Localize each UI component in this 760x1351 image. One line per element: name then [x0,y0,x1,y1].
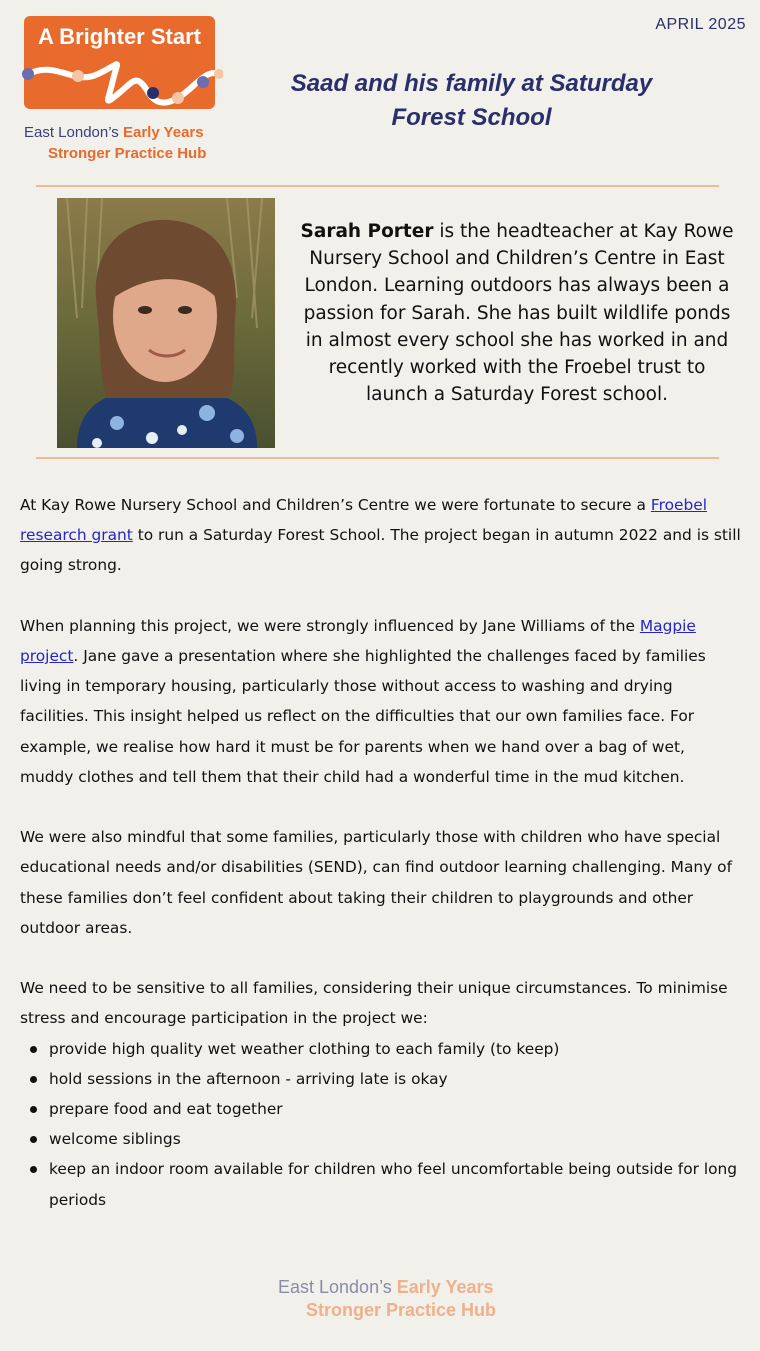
paragraph-magpie: When planning this project, we were strongly influenced by Jane Williams of the Magpie project. Jane gave a presentation where she highlighted the challenges faced by families living in temporary housing, particularly those without access to washing and drying facilities. This insight helped us reflect on the difficulties that our own families face. For example, we realise how hard it must be for parents when we hand over a bag of wet, muddy clothes and tell them that their child had a wonderful time in the mud kitchen. [20,616,706,786]
page-title: Saad and his family at Saturday Forest School [290,70,653,131]
date: APRIL 2025 [655,16,746,33]
magpie-project-link[interactable]: Magpie project [20,616,696,665]
paragraph-send: We were also mindful that some families, particularly those with children who have special educational needs and/or disabilities (SEND), can find outdoor learning challenging. Many of these families don’t feel confident about taking their children to playgrounds and other outdoor areas. [20,828,732,937]
list-item: prepare food and eat together [20,1094,742,1124]
hub-name: East London’s Early Years [24,124,204,141]
list-item: welcome siblings [20,1124,742,1154]
profile-name: Sarah Porter [300,221,434,242]
footer-hub-subtitle: Stronger Practice Hub [306,1300,497,1320]
list-item: provide high quality wet weather clothing to each family (to keep) [20,1034,742,1064]
divider-bottom [36,457,719,459]
hub-subtitle: Stronger Practice Hub [48,145,207,162]
froebel-grant-link[interactable]: Froebel research grant [20,496,707,545]
footer-hub-name: East London’s Early Years [278,1277,494,1297]
article-body [20,490,742,1215]
logo [24,16,215,109]
approach-list [20,1034,742,1215]
logo-title: A Brighter Start [38,24,201,49]
profile-photo [57,198,275,448]
paragraph-intro: At Kay Rowe Nursery School and Children’s Centre we were fortunate to secure a Froebel research grant to run a Saturday Forest School. The project began in autumn 2022 and is still going strong. [20,496,741,575]
paragraph-approach: We need to be sensitive to all families, considering their unique circumstances. To minimise stress and encourage participation in the project we: [20,979,728,1028]
list-item: hold sessions in the afternoon - arriving late is okay [20,1064,742,1094]
ribbon-icon [18,52,223,112]
profile-bio: Sarah Porter is the headteacher at Kay Rowe Nursery School and Children’s Centre in East London. Learning outdoors has always been a passion for Sarah. She has built wildlife ponds in almost every school she has worked in and recently worked with the Froebel trust to launch a Saturday Forest school. [300,221,734,406]
list-item: keep an indoor room available for children who feel uncomfortable being outside for long periods [20,1154,742,1214]
divider-top [36,185,719,187]
